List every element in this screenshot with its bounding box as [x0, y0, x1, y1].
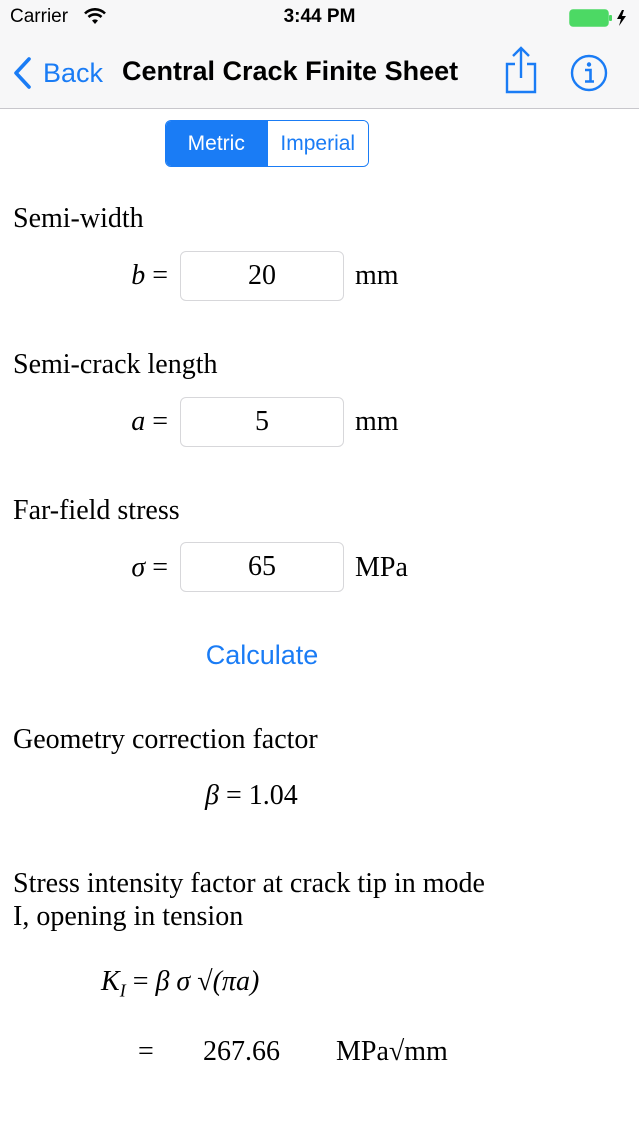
- geometry-factor-result: β = 1.04: [205, 780, 298, 811]
- stress-unit: MPa: [355, 552, 408, 583]
- sif-unit: MPa√mm: [336, 1036, 448, 1067]
- battery-icon: [569, 9, 629, 27]
- sif-symbol-letter: K: [101, 966, 120, 997]
- stress-input[interactable]: [180, 542, 344, 592]
- info-icon[interactable]: [570, 54, 608, 92]
- units-segmented-control: [165, 120, 369, 167]
- sif-equals: =: [138, 1036, 154, 1067]
- carrier-label: Carrier: [10, 6, 69, 27]
- back-button[interactable]: [12, 53, 103, 93]
- sif-label: Stress intensity factor at crack tip in mode I, opening in tension: [13, 868, 485, 932]
- geometry-factor-value: 1.04: [248, 780, 298, 811]
- sif-formula-rhs: β σ √(πa): [155, 966, 260, 997]
- chevron-left-icon: [12, 56, 32, 90]
- stress-symbol: σ =: [131, 552, 168, 583]
- semi-width-symbol: b =: [131, 260, 168, 291]
- back-label: Back: [43, 57, 104, 88]
- semi-width-unit: mm: [355, 260, 399, 291]
- semi-width-symbol-letter: b: [131, 260, 146, 291]
- sif-symbol-subscript: I: [119, 980, 126, 1001]
- page-title: Central Crack Finite Sheet: [122, 56, 459, 86]
- semi-crack-input[interactable]: [180, 397, 344, 447]
- segment-imperial[interactable]: Imperial: [267, 121, 369, 166]
- share-icon[interactable]: [503, 46, 539, 94]
- semi-crack-unit: mm: [355, 406, 399, 437]
- stress-symbol-letter: σ: [131, 552, 146, 583]
- geometry-factor-symbol: β: [205, 780, 219, 811]
- stress-label: Far-field stress: [13, 495, 180, 526]
- status-bar: [0, 0, 639, 36]
- sif-symbol: [101, 966, 126, 1001]
- semi-width-label: Semi-width: [13, 203, 144, 234]
- semi-crack-symbol-letter: a: [131, 406, 146, 437]
- segment-metric[interactable]: Metric: [166, 121, 267, 166]
- calculate-button[interactable]: Calculate: [205, 640, 319, 670]
- semi-crack-symbol: a =: [131, 406, 168, 437]
- navigation-bar: [0, 36, 639, 109]
- geometry-factor-label: Geometry correction factor: [13, 724, 318, 755]
- semi-crack-label: Semi-crack length: [13, 349, 218, 380]
- sif-formula: $K_I = \beta$ σ √(πa): [101, 966, 260, 1001]
- sif-value: 267.66: [203, 1036, 280, 1067]
- semi-width-input[interactable]: [180, 251, 344, 301]
- status-time: 3:44 PM: [283, 6, 356, 27]
